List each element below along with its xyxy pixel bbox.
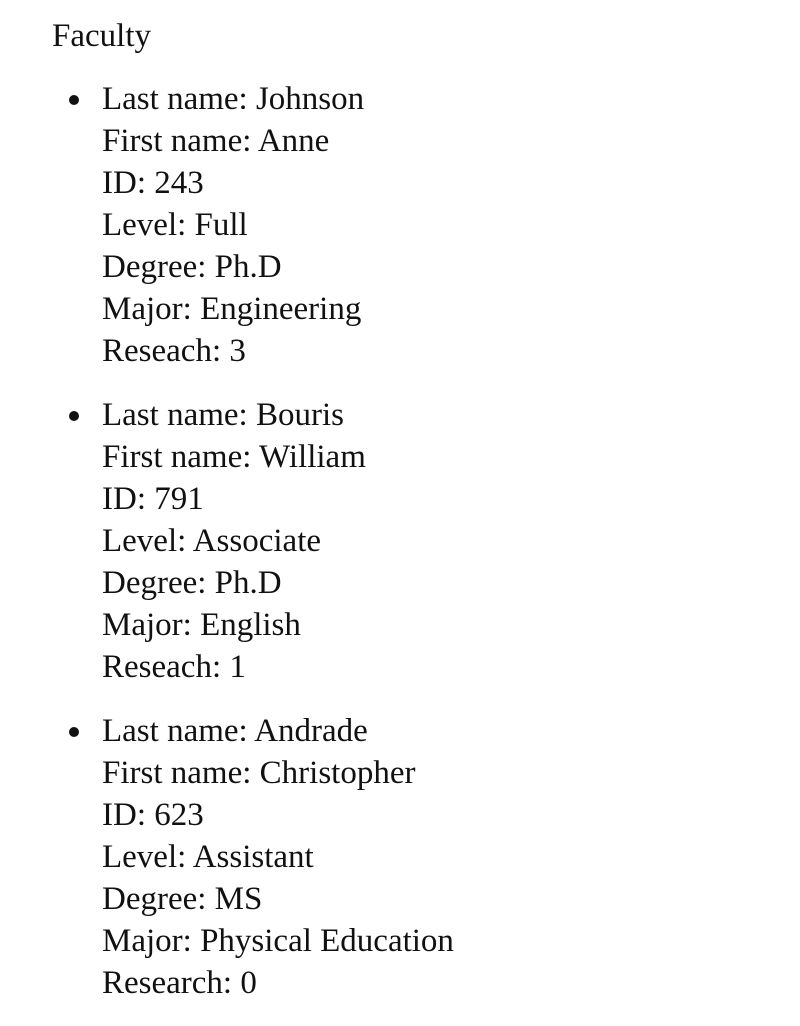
faculty-research: Reseach: 3 [102, 333, 246, 369]
faculty-id: ID: 243 [102, 165, 204, 201]
faculty-research: Reseach: 1 [102, 649, 246, 685]
bullet-icon [69, 95, 79, 105]
faculty-level: Level: Full [102, 207, 248, 243]
faculty-degree: Degree: Ph.D [102, 249, 282, 285]
faculty-degree: Degree: Ph.D [102, 565, 282, 601]
last-name: Last name: Andrade [102, 713, 368, 749]
faculty-major: Major: English [102, 607, 301, 643]
faculty-id: ID: 791 [102, 481, 204, 517]
faculty-degree: Degree: MS [102, 881, 263, 917]
faculty-id: ID: 623 [102, 797, 204, 833]
faculty-level: Level: Associate [102, 523, 322, 559]
first-name: First name: Anne [102, 123, 330, 159]
faculty-level: Level: Assistant [102, 839, 314, 875]
last-name: Last name: Johnson [102, 81, 365, 117]
list-item [0, 394, 454, 688]
last-name: Last name: Bouris [102, 397, 344, 433]
faculty-list [0, 78, 454, 1026]
faculty-research: Research: 0 [102, 965, 257, 1001]
first-name: First name: Christopher [102, 755, 416, 791]
bullet-icon [69, 727, 79, 737]
page-title: Faculty [52, 18, 151, 54]
faculty-major: Major: Physical Education [102, 923, 454, 959]
list-item [0, 78, 454, 372]
first-name: First name: William [102, 439, 366, 475]
list-item [0, 710, 454, 1004]
bullet-icon [69, 411, 79, 421]
faculty-major: Major: Engineering [102, 291, 362, 327]
